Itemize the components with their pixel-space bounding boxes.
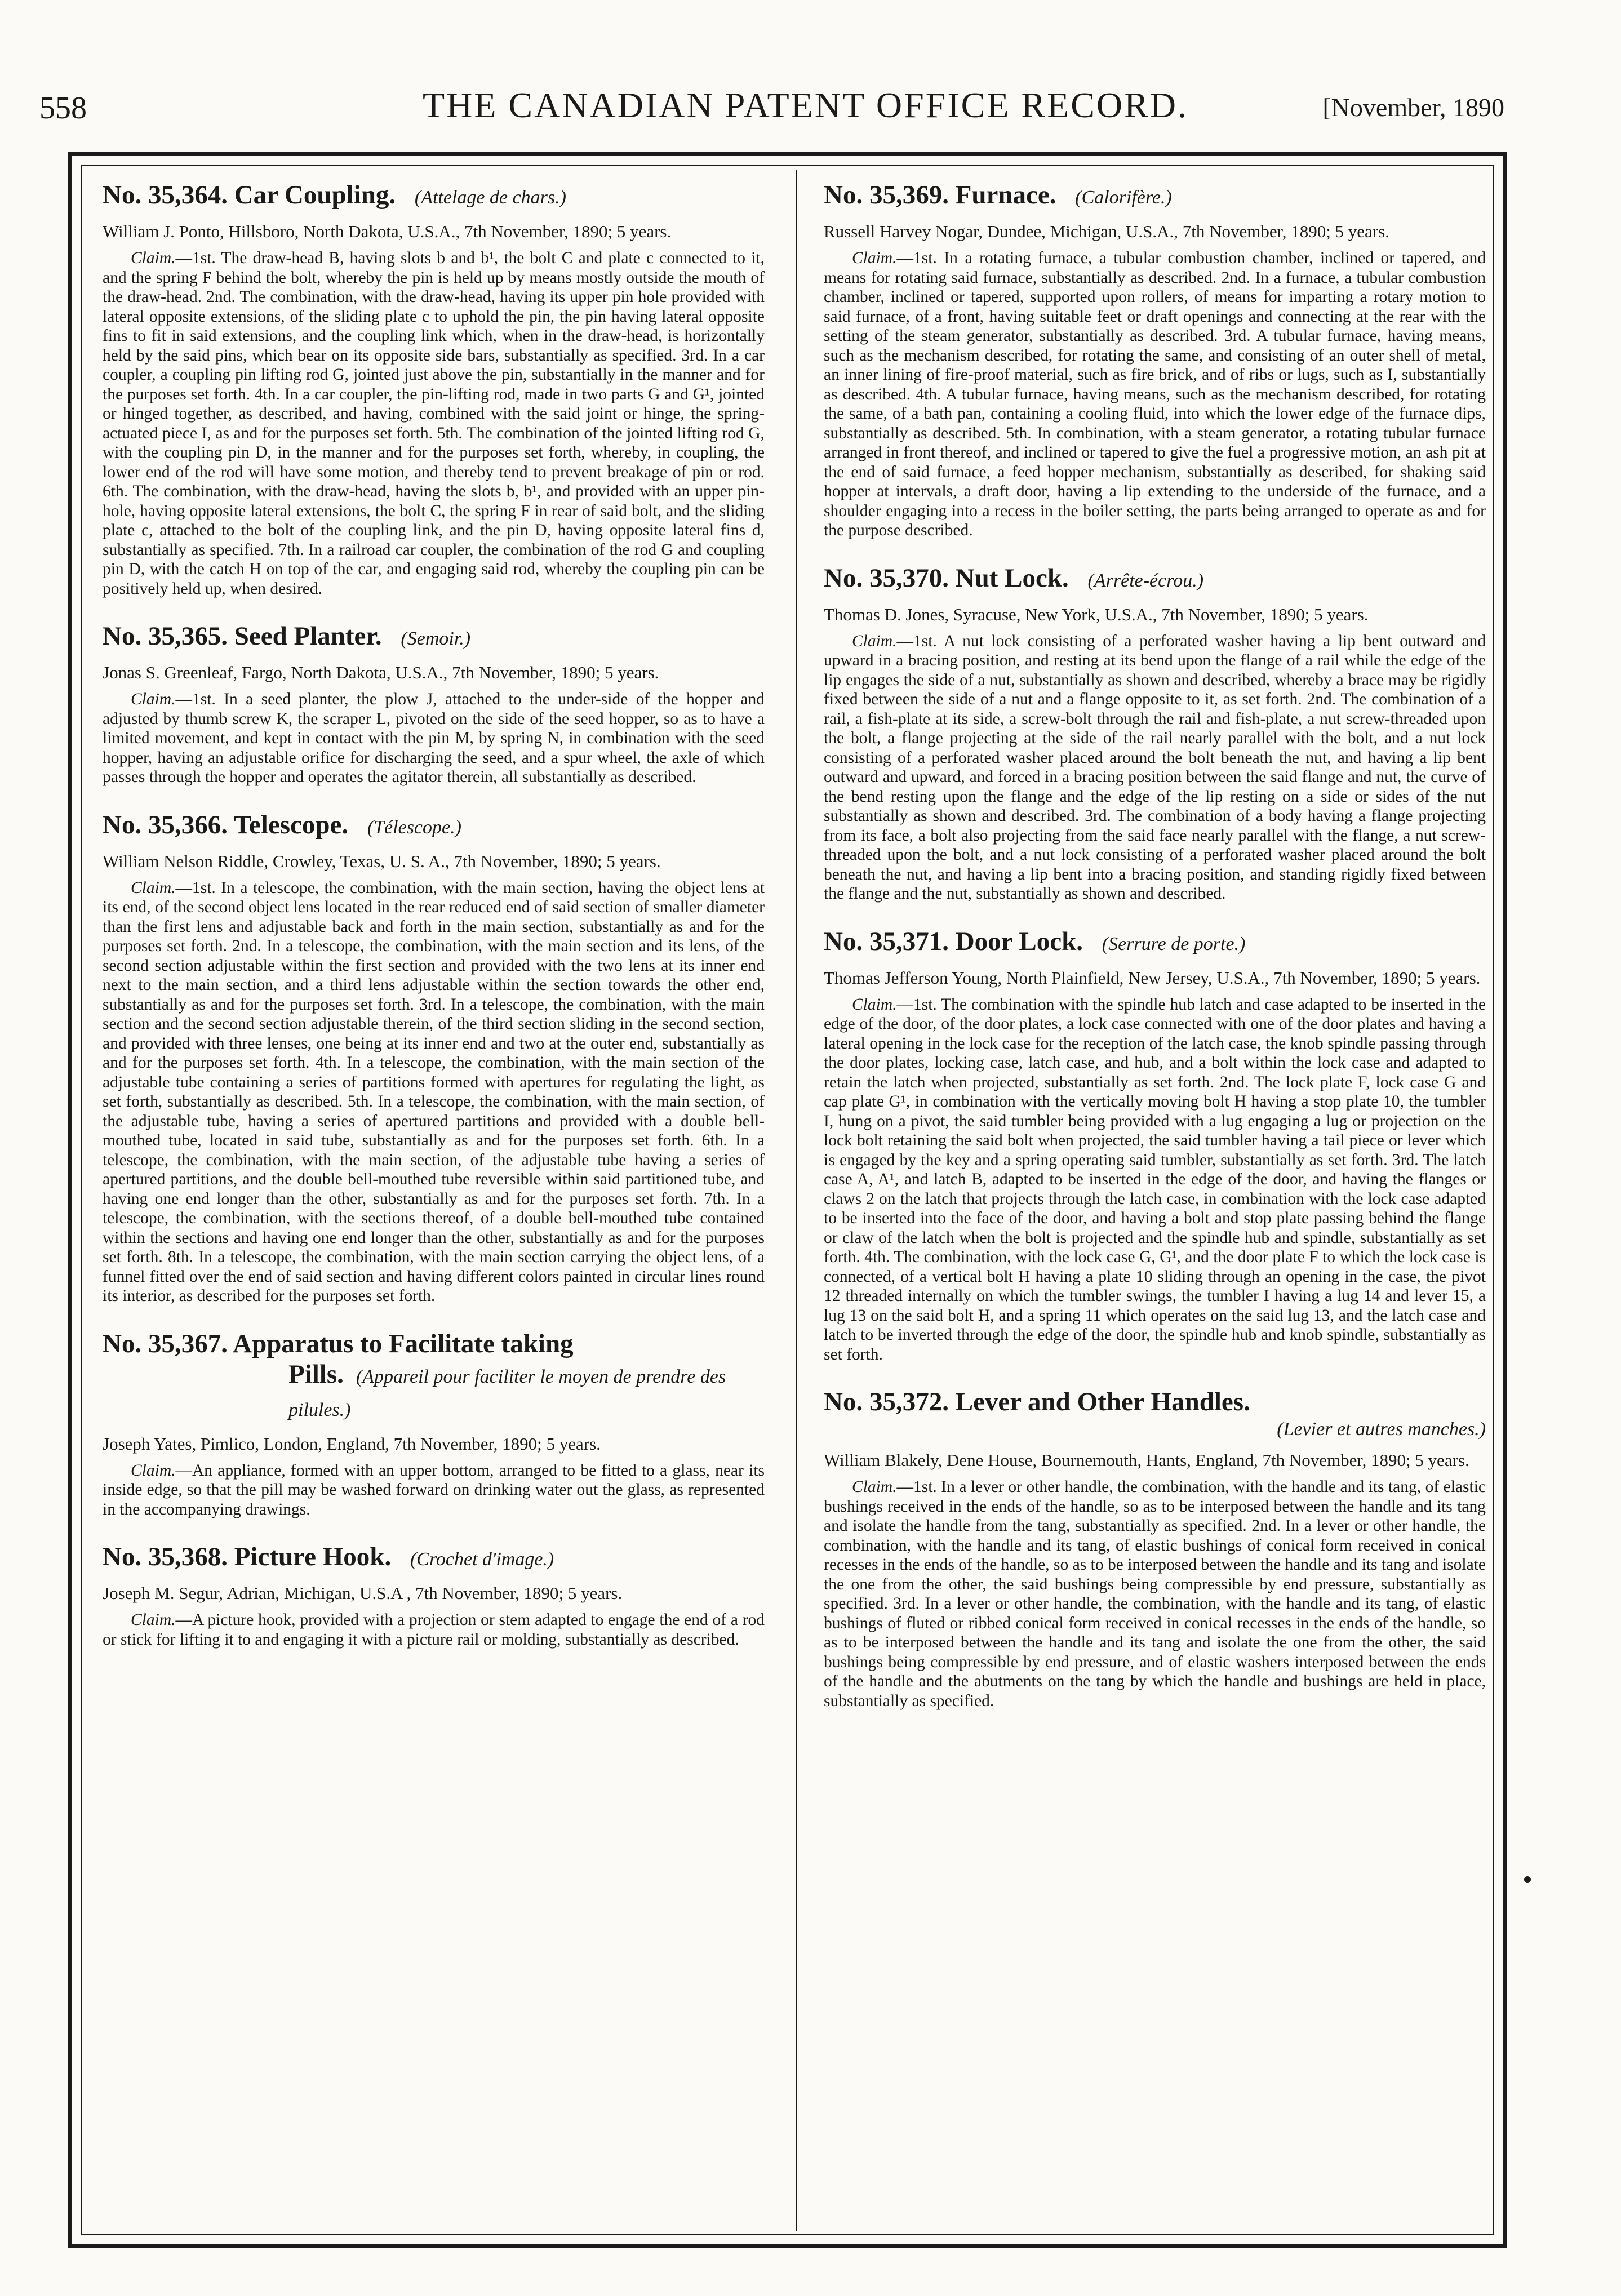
patent-title-line-2: Pills. bbox=[288, 1359, 344, 1389]
page-number: 558 bbox=[39, 91, 87, 126]
claim-paragraph bbox=[103, 1610, 765, 1649]
entry-heading bbox=[103, 180, 765, 213]
claim-text: —1st. In a telescope, the combination, with the main section, having the object lens at its end, of the second object lens located in the rear reduced end of said section of smaller diameter than the first lens and adjustable back and forth in the main section, substantially as and for the purposes set forth. 2nd. In a telescope, the combination, with the main section and its lens, of the second section adjustable within the first section and provided with the two lens at its inner end next to the main section, and a third lens adjustable within the section towards the other end, substantially as and for the purposes set forth. 3rd. In a telescope, the combination, with the main section and the second section adjustable therein, of the third section sliding in the second section, and provided with three lenses, one being at its inner end and two at the outer end, substantially as and for the purposes set forth. 4th. In a telescope, the combination, with the main section of the adjustable tube containing a series of partitions formed with apertures for regulating the light, as set forth, substantially as described. 5th. In a telescope, the combination, with the main section, of the adjustable tube, having a series of apertured partitions and provided with a double bell-mouthed tube, located in said tube, substantially as and for the purposes set forth. 6th. In a telescope, the combination, with the main section, of the adjustable tube having a series of apertured partitions, and the double bell-mouthed tube reversible within said partitioned tube, and having one end longer than the other, substantially as and for the purposes set forth. 7th. In a telescope, the combination, with the sections thereof, of a double bell-mouthed tube contained within the sections and having one end longer than the other, substantially as and for the purposes set forth. 8th. In a telescope, the combination, with the main section carrying the object lens, of a funnel fitted over the end of said section and having different colors painted in circular lines round its interior, as described for the purposes set forth. bbox=[103, 878, 765, 1305]
entry-heading bbox=[824, 180, 1486, 213]
patent-entry-35370 bbox=[824, 563, 1486, 904]
claim-paragraph bbox=[103, 878, 765, 1306]
claim-paragraph bbox=[824, 995, 1486, 1365]
entry-heading bbox=[103, 1329, 765, 1425]
patent-number: No. 35,372. bbox=[824, 1387, 949, 1416]
patent-number: No. 35,370. bbox=[824, 563, 949, 593]
patent-entry-35364 bbox=[103, 180, 765, 598]
entry-heading bbox=[824, 1387, 1486, 1442]
patent-title: Seed Planter. bbox=[234, 621, 382, 651]
entry-heading bbox=[103, 810, 765, 843]
claim-paragraph bbox=[824, 248, 1486, 540]
patent-title-french: (Calorifère.) bbox=[1075, 187, 1172, 208]
claim-paragraph bbox=[103, 248, 765, 598]
patent-entry-35368 bbox=[103, 1542, 765, 1649]
patent-title-line-2-wrap bbox=[103, 1359, 765, 1425]
patent-entry-35366 bbox=[103, 810, 765, 1306]
patent-title-line-1: Apparatus to Facilitate taking bbox=[233, 1329, 574, 1358]
patent-title: Lever and Other Handles. bbox=[955, 1387, 1250, 1416]
patent-title-french: (Levier et autres manches.) bbox=[1277, 1419, 1486, 1440]
patent-title: Picture Hook. bbox=[234, 1542, 392, 1571]
claim-label: Claim. bbox=[852, 995, 897, 1014]
patent-number: No. 35,365. bbox=[103, 621, 228, 651]
entry-heading bbox=[103, 1542, 765, 1575]
patentee-line: Thomas Jefferson Young, North Plainfield, New Jersey, U.S.A., 7th November, 1890; 5 years. bbox=[824, 967, 1481, 988]
patent-title: Nut Lock. bbox=[955, 563, 1069, 593]
patent-number: No. 35,368. bbox=[103, 1542, 228, 1571]
patent-entry-35367 bbox=[103, 1329, 765, 1520]
right-column bbox=[824, 180, 1486, 2219]
patent-number: No. 35,371. bbox=[824, 926, 949, 956]
claim-label: Claim. bbox=[131, 690, 176, 708]
claim-text: —1st. In a seed planter, the plow J, attached to the under-side of the hopper and adjusted by thumb screw K, the scraper L, pivoted on the side of the seed hopper, so as to have a limited movement, and kept in contact with the pin M, by spring N, in combination with the seed hopper, having an adjustable orifice for discharging the seed, and a spur wheel, the axle of which passes through the hopper and operates the agitator therein, all substantially as described. bbox=[103, 690, 765, 786]
patentee-line: William Nelson Riddle, Crowley, Texas, U. S. A., 7th November, 1890; 5 years. bbox=[103, 851, 661, 871]
claim-paragraph bbox=[103, 1461, 765, 1520]
claim-label: Claim. bbox=[852, 1478, 897, 1496]
claim-text: —1st. The combination with the spindle hub latch and case adapted to be inserted in the edge of the door, of the door plates, a lock case connected with one of the door plates and having a lateral opening in the lock case for the reception of the latch case, the knob spindle passing through the door plates, locking case, latch case, and hub, and a bolt within the lock case and adapted to retain the latch when projected, substantially as set forth. 2nd. The lock plate F, lock case G and cap plate G¹, in combination with the vertically moving bolt H having a stop plate 10, the tumbler I, hung on a pivot, the said tumbler being provided with a lug engaging a lug or projection on the lock bolt retaining the said bolt when projected, the said tumbler having a tail piece or lever which is engaged by the key and a spring operating said tumbler, substantially as set forth. 3rd. The latch case A, A¹, and latch B, adapted to be inserted in the edge of the door, and having the flanges or claws 2 on the latch that projects through the latch case, in combination with the lock case adapted to be inserted into the face of the door, and having a bolt and stop plate passing behind the flange or claw of the latch when the bolt is projected and the spindle hub and spindle, substantially as set forth. 4th. The combination, with the lock case G, G¹, and the door plate F to which the lock case is connected, of a vertical bolt H having a plate 10 sliding through an opening in the case, the pivot 12 threaded internally on which the tumbler swings, the tumbler I having a lug 14 and lever 15, a lug 13 on the said bolt H, and a spring 11 which operates on the said lug 13, and the latch case and latch to be inverted through the edge of the door, the spindle hub and knob spindle, substantially as set forth. bbox=[824, 995, 1486, 1364]
claim-text: —1st. A nut lock consisting of a perforated washer having a lip bent outward and upward in a bracing position, and resting at its bend upon the flange of a rail while the edge of the lip engages the side of a nut, substantially as shown and described, whereby a brace may be rigidly fixed between the side of a nut and a flange opposite to it, as set forth. 2nd. The combination of a rail, a fish-plate at its side, a screw-bolt through the rail and fish-plate, a nut screw-threaded upon the bolt, a flange projecting at the side of the rail nearly parallel with the bolt, and a nut lock consisting of a perforated washer placed around the bolt beneath the nut, and having a lip bent outward and upward, and forced in a bracing position between the said flange and nut, the curve of the bend resting upon the flange and the edge of the lip resting on a side or sides of the nut substantially as shown and described. 3rd. The combination of a body having a flange projecting from its face, a bolt also projecting from the said face nearly parallel with the flange, a nut screw-threaded upon the bolt, and a nut lock consisting of a perforated washer placed around the bolt beneath the nut, and having a lip bent into a bracing position, and standing rigidly fixed between the flange and the nut, substantially as shown and described. bbox=[824, 632, 1486, 903]
patentee-line: Joseph Yates, Pimlico, London, England, 7th November, 1890; 5 years. bbox=[103, 1433, 601, 1454]
patent-number: No. 35,367. bbox=[103, 1329, 228, 1358]
patentee-line: Joseph M. Segur, Adrian, Michigan, U.S.A , 7th November, 1890; 5 years. bbox=[103, 1583, 623, 1603]
claim-label: Claim. bbox=[852, 632, 897, 650]
patent-title: Door Lock. bbox=[955, 926, 1083, 956]
claim-text: —1st. In a rotating furnace, a tubular combustion chamber, inclined or tapered, and means for rotating said furnace, substantially as described. 2nd. In a furnace, a tubular combustion chamber, inclined or tapered, supported upon rollers, of means for imparting a rotary motion to said furnace, of a front, having suitable feet or draft openings and connecting at the rear with the setting of the steam generator, substantially as described. 3rd. A tubular furnace, having means, such as the mechanism described, for rotating the same, and consisting of an outer shell of metal, an inner lining of fire-proof material, such as fire brick, and of ribs or lugs, such as I, substantially as described. 4th. A tubular furnace, having means, such as the mechanism described, for rotating the same, of a bath pan, containing a cooling fluid, into which the lower edge of the furnace dips, substantially as described. 5th. In combination, with a steam generator, a rotating tubular furnace arranged in front thereof, and inclined or tapered to give the fuel a progressive motion, an ash pit at the end of said furnace, a feed hopper mechanism, substantially as described, for shaking said hopper at intervals, a draft door, having a lip extending to the underside of the furnace, and a shoulder engaging into a recess in the boiler setting, the parts being arranged to operate as and for the purpose described. bbox=[824, 249, 1486, 539]
patent-title: Furnace. bbox=[955, 180, 1056, 210]
entry-heading bbox=[824, 926, 1486, 960]
claim-label: Claim. bbox=[852, 249, 897, 267]
running-head bbox=[39, 85, 1504, 135]
patent-entry-35365 bbox=[103, 621, 765, 787]
entry-heading bbox=[103, 621, 765, 654]
patentee-line: Russell Harvey Nogar, Dundee, Michigan, U.S.A., 7th November, 1890; 5 years. bbox=[824, 221, 1389, 241]
patent-number: No. 35,366. bbox=[103, 810, 228, 840]
margin-ink-dot bbox=[1524, 1876, 1531, 1883]
claim-label: Claim. bbox=[131, 1611, 176, 1629]
patent-number: No. 35,369. bbox=[824, 180, 949, 210]
patent-title-french: (Appareil pour faciliter le moyen de prendre des pilules.) bbox=[288, 1366, 726, 1420]
claim-text: —1st. In a lever or other handle, the combination, with the handle and its tang, of elastic bushings received in the ends of the handle, so as to be interposed between the handle and its tang and isolate the handle from the tang, substantially as specified. 2nd. In a lever or other handle, the combination, with the handle and its tang, of elastic bushings of conical form received in conical recesses in the ends of the handle, so as to be interposed between the handle and its tang and isolate the one from the other, the said bushings being compressible by end pressure, substantially as specified. 3rd. In a lever or other handle, the combination, with the handle and its tang, of elastic bushings of fluted or ribbed conical form received in conical recesses in the ends of the handle, so as to be interposed between the handle and its tang and isolate the one from the other, the said bushings being compressible by end pressure, and of elastic washers interposed between the ends of the handle and the abutments on the tang by which the handle and bushings are held in place, substantially as specified. bbox=[824, 1478, 1486, 1710]
patent-entry-35371 bbox=[824, 926, 1486, 1365]
patent-title-french: (Crochet d'image.) bbox=[410, 1549, 554, 1570]
patent-title: Car Coupling. bbox=[234, 180, 396, 210]
issue-date: [November, 1890 bbox=[1322, 93, 1504, 122]
claim-text: —An appliance, formed with an upper bottom, arranged to be fitted to a glass, near its inside edge, so that the pill may be washed forward on drinking water out the glass, as represented in the accompanying drawings. bbox=[103, 1461, 765, 1518]
patent-title-french: (Semoir.) bbox=[401, 628, 471, 649]
claim-paragraph bbox=[824, 1477, 1486, 1711]
entry-heading bbox=[824, 563, 1486, 596]
patent-number: No. 35,364. bbox=[103, 180, 228, 210]
claim-label: Claim. bbox=[131, 1461, 176, 1480]
claim-label: Claim. bbox=[131, 249, 176, 267]
left-column bbox=[103, 180, 765, 2219]
patentee-line: William Blakely, Dene House, Bournemouth, Hants, England, 7th November, 1890; 5 years. bbox=[824, 1450, 1469, 1470]
claim-paragraph bbox=[824, 632, 1486, 904]
claim-label: Claim. bbox=[131, 878, 176, 897]
claim-text: —1st. The draw-head B, having slots b and b¹, the bolt C and plate c connected to it, and the spring F behind the bolt, whereby the pin is held up by means mostly outside the mouth of the draw-head. 2nd. The combination, with the draw-head, having its upper pin hole provided with lateral opposite extensions, of the sliding plate c to uphold the pin, the pin having lateral opposite fins to fit in said extensions, and the coupling link which, when in the draw-head, is horizontally held by the said pins, which bear on its opposite side bars, substantially as specified. 3rd. In a car coupler, a coupling pin lifting rod G, jointed just above the pin, substantially in the manner and for the purposes set forth. 4th. In a car coupler, the pin-lifting rod, made in two parts G and G¹, jointed or hinged together, as described, and having, combined with the said joint or hinge, the spring-actuated piece I, as and for the purposes set forth. 5th. The combination of the jointed lifting rod G, with the coupling pin D, in the manner and for the purposes set forth, whereby, in coupling, the lower end of the rod will have some motion, and thereby tend to prevent breakage of pin or rod. 6th. The combination, with the draw-head, having the slots b, b¹, and provided with an upper pin-hole, having opposite lateral extensions, the bolt C, the spring F in rear of said bolt, and the sliding plate c, attached to the bolt of the coupling link, and the pin D, having opposite lateral fins d, substantially as specified. 7th. In a railroad car coupler, the combination of the rod G and coupling pin D, with the catch H on top of the car, and engaging said rod, whereby the coupling pin can be positively held up, when desired. bbox=[103, 249, 765, 598]
journal-title: THE CANADIAN PATENT OFFICE RECORD. bbox=[423, 85, 1188, 125]
patent-entry-35369 bbox=[824, 180, 1486, 540]
patent-title-french: (Télescope.) bbox=[367, 816, 461, 838]
patentee-line: William J. Ponto, Hillsboro, North Dakota, U.S.A., 7th November, 1890; 5 years. bbox=[103, 221, 672, 241]
column-divider bbox=[796, 170, 797, 2231]
patent-entry-35372 bbox=[824, 1387, 1486, 1711]
claim-text: —A picture hook, provided with a projection or stem adapted to engage the end of a rod or stick for lifting it to and engaging it with a picture rail or molding, substantially as described. bbox=[103, 1611, 765, 1649]
patent-title-french: (Attelage de chars.) bbox=[414, 187, 566, 208]
claim-paragraph bbox=[103, 690, 765, 787]
patent-title-french: (Arrête-écrou.) bbox=[1087, 570, 1204, 591]
page-frame bbox=[68, 152, 1507, 2248]
patentee-line: Thomas D. Jones, Syracuse, New York, U.S.A., 7th November, 1890; 5 years. bbox=[824, 604, 1369, 624]
patent-title: Telescope. bbox=[233, 810, 349, 840]
patentee-line: Jonas S. Greenleaf, Fargo, North Dakota, U.S.A., 7th November, 1890; 5 years. bbox=[103, 663, 659, 682]
patent-title-french: (Serrure de porte.) bbox=[1102, 933, 1246, 954]
